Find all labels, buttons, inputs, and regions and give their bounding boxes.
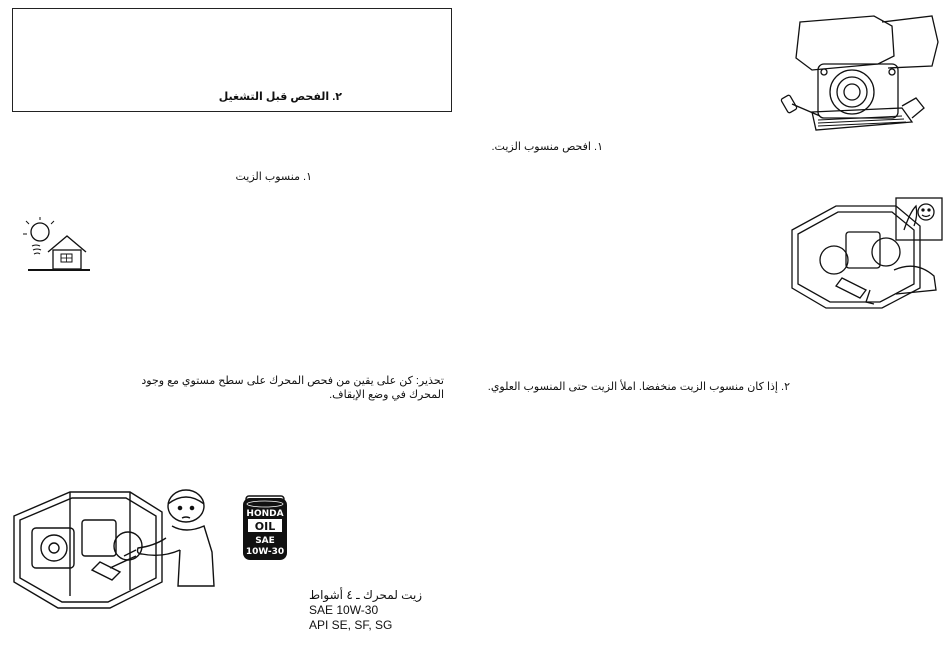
step1-text: ١. افحص منسوب الزيت. xyxy=(491,141,603,153)
oil-type-line: زيت لمحرك ـ ٤ أشواط xyxy=(309,588,423,602)
section-header-box xyxy=(12,8,452,112)
oil-can-brand: HONDA xyxy=(246,509,284,519)
oil-sae-line: SAE 10W-30 xyxy=(309,603,379,617)
section-title: ٢. الفحص قبل التشغيل xyxy=(218,91,342,103)
oil-can-grade-label: 10W-30 xyxy=(245,547,285,557)
oil-can-icon xyxy=(240,494,290,562)
oil-api-line: API SE, SF, SG xyxy=(309,618,393,632)
engine-dipstick-illustration xyxy=(782,12,942,137)
oil-can-oil-label: OIL xyxy=(254,520,276,533)
oil-level-heading: ١. منسوب الزيت xyxy=(235,171,312,183)
warning-text: تحذير: كن على يقين من فحص المحرك على سطح مستوي مع وجود المحرك في وضع الإيقاف. xyxy=(141,375,444,401)
oil-can-sae-label: SAE xyxy=(255,536,275,546)
pump-inspection-illustration xyxy=(10,486,220,614)
level-ground-house-icon xyxy=(26,220,90,274)
pump-fill-oil-illustration xyxy=(786,190,944,318)
oil-spec-block xyxy=(309,588,449,633)
step2-text: ٢. إذا كان منسوب الزيت منخفضا. املأ الزيت حتى المنسوب العلوي. xyxy=(487,381,790,393)
